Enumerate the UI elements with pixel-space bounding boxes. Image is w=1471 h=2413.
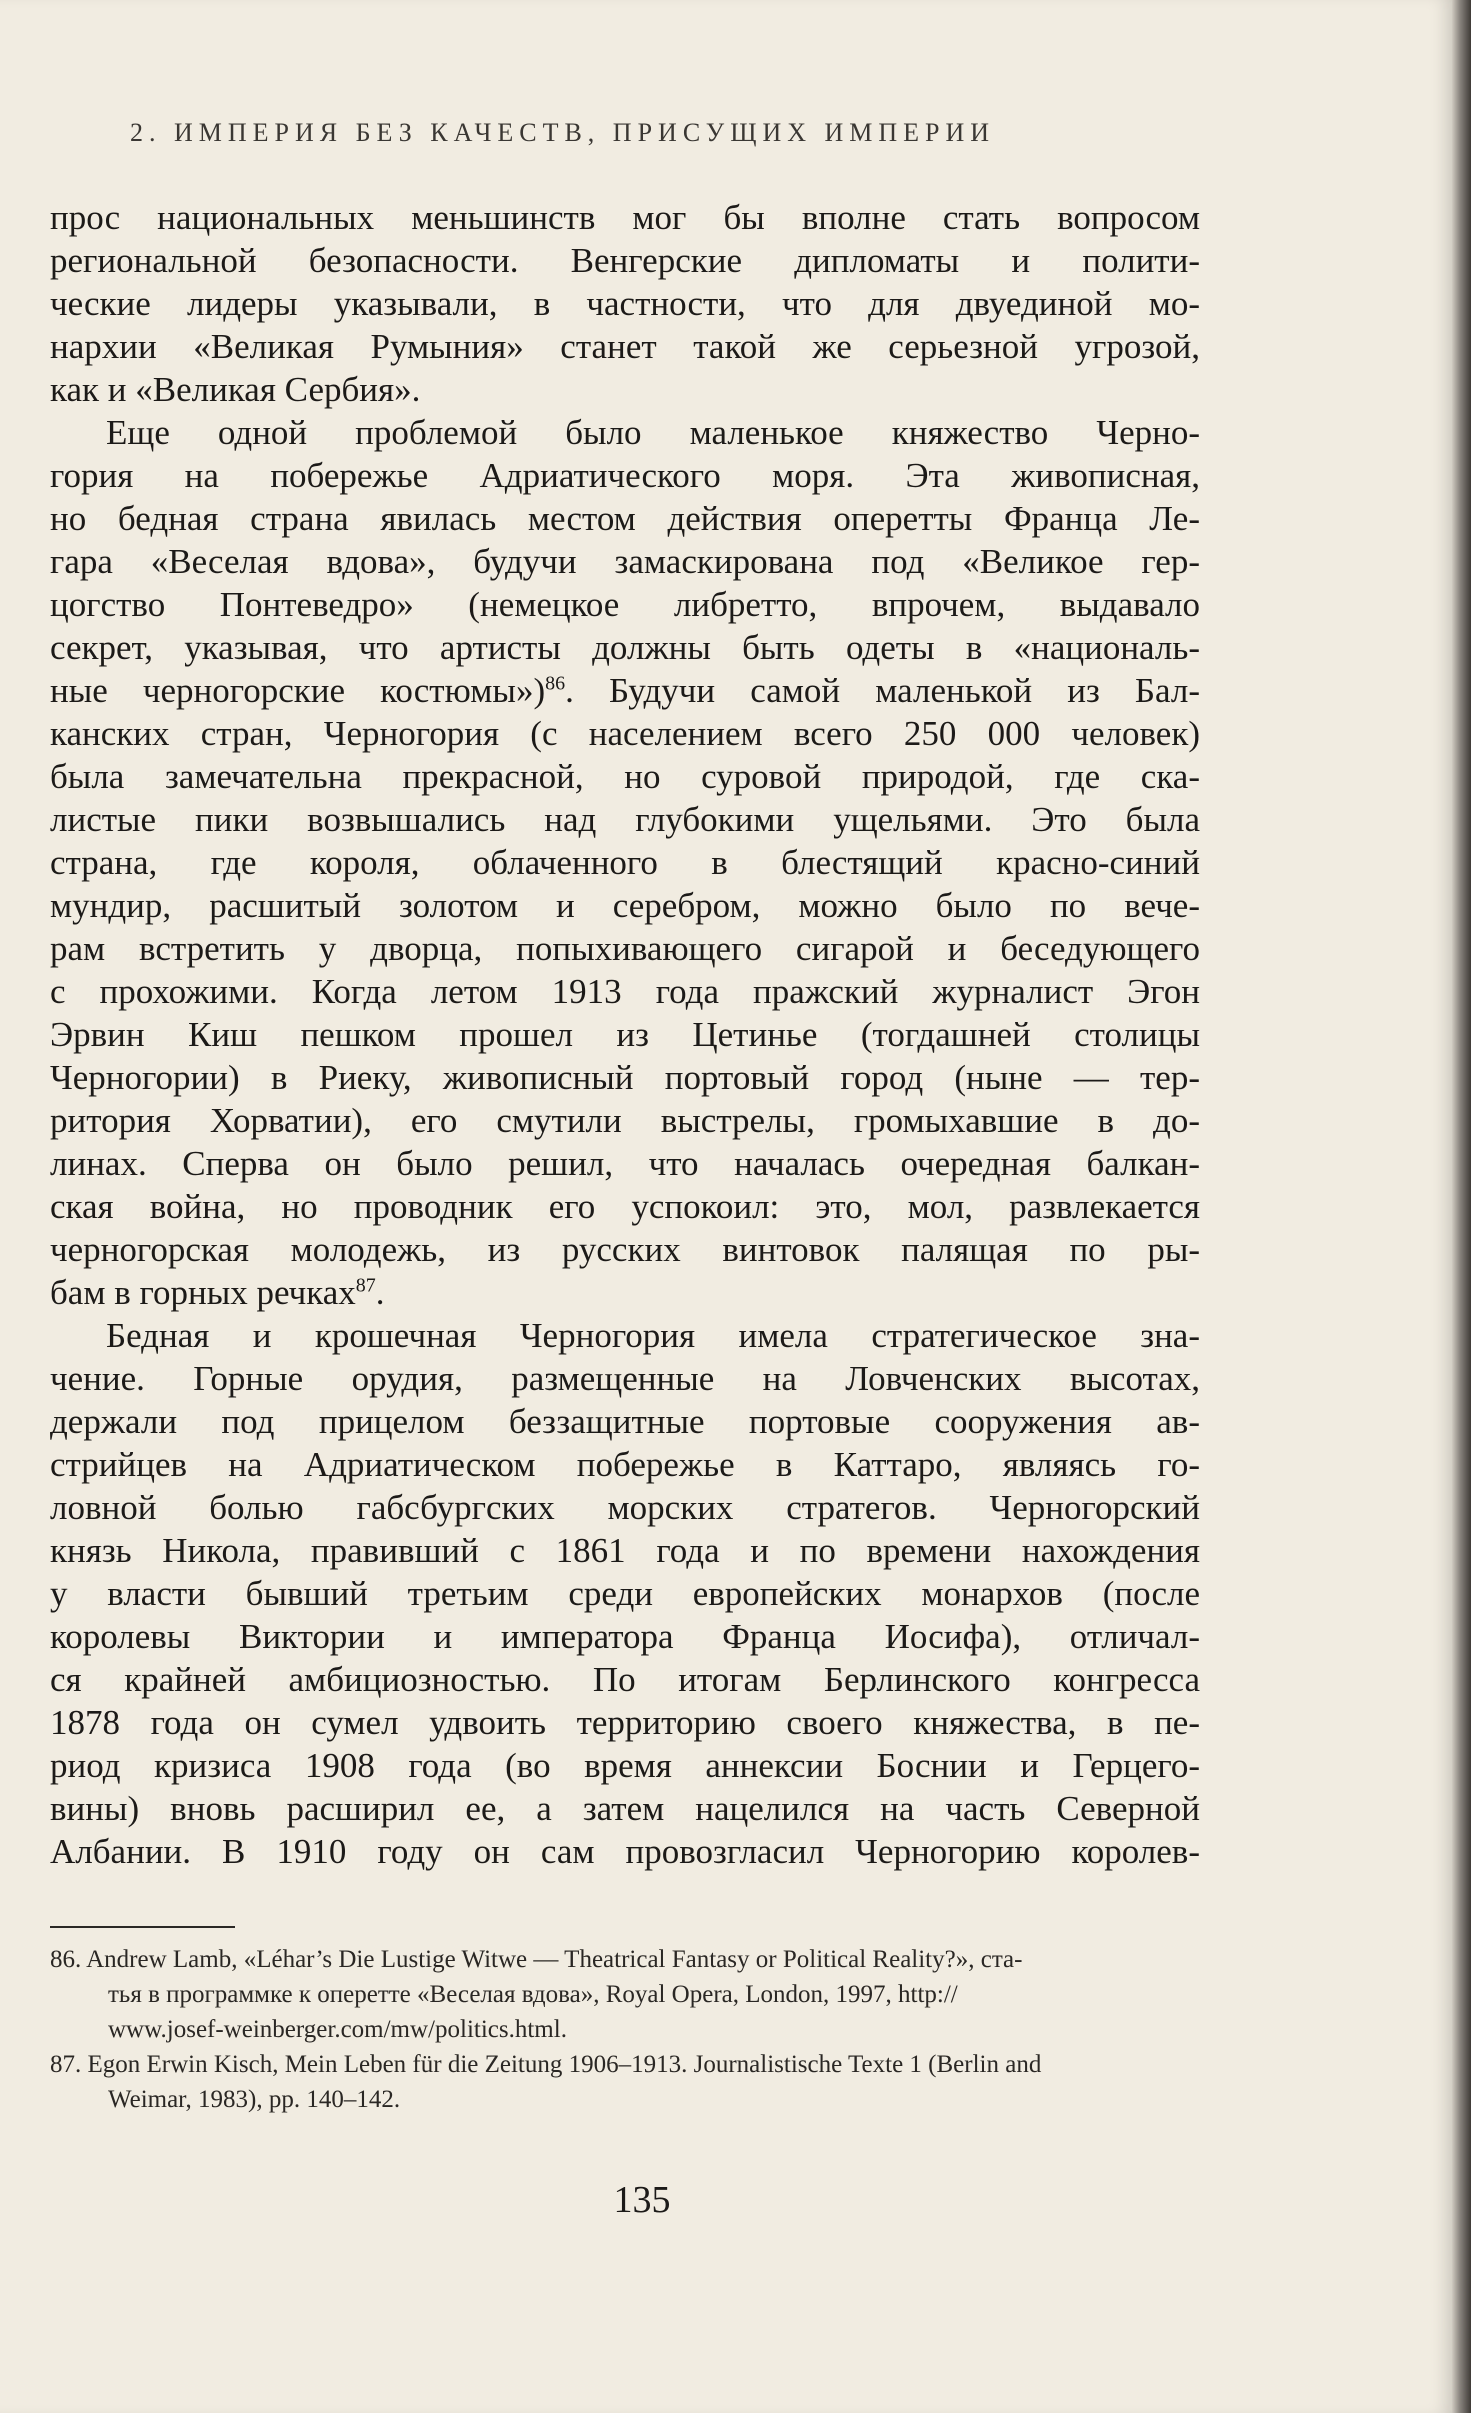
- paragraph-1: [50, 196, 1200, 411]
- footnote-number: 86.: [50, 1946, 82, 1973]
- text-line: гория на побережье Адриатического моря. Эта живописная,: [50, 456, 1200, 495]
- footnote-86: [50, 1942, 1200, 2047]
- footnotes: [50, 1942, 1200, 2117]
- text-line: князь Никола, правивший с 1861 года и по времени нахождения: [50, 1531, 1200, 1570]
- text-line: Еще одной проблемой было маленькое княжество Черно-: [106, 413, 1200, 452]
- footnote-text: Egon Erwin Kisch, Mein Leben für die Zeitung 1906–1913. Journalistische Texte 1 (Berlin and: [87, 2051, 1042, 2078]
- text-line: Эрвин Киш пешком прошел из Цетинье (тогдашней столицы: [50, 1015, 1200, 1054]
- text-line-with-footnote: [50, 1271, 1200, 1314]
- text-line: риод кризиса 1908 года (во время аннексии Боснии и Герцего-: [50, 1746, 1200, 1785]
- text-line: Бедная и крошечная Черногория имела стратегическое зна-: [106, 1316, 1200, 1355]
- footnote-text: тья в программке к оперетте «Веселая вдова», Royal Opera, London, 1997, http://: [108, 1981, 958, 2008]
- text-line: с прохожими. Когда летом 1913 года пражский журналист Эгон: [50, 972, 1200, 1011]
- text-line: ся крайней амбициозностью. По итогам Берлинского конгресса: [50, 1660, 1200, 1699]
- text-line: ловной болью габсбургских морских стратегов. Черногорский: [50, 1488, 1200, 1527]
- text-line: региональной безопасности. Венгерские дипломаты и полити-: [50, 241, 1200, 280]
- paragraph-3: [50, 1314, 1200, 1873]
- text-line: как и «Великая Сербия».: [50, 370, 421, 409]
- text-line: канских стран, Черногория (с населением всего 250 000 человек): [50, 714, 1200, 753]
- footnote-number: 87.: [50, 2051, 82, 2078]
- text-line: линах. Сперва он было решил, что началась очередная балкан-: [50, 1144, 1200, 1183]
- paragraph-2: [50, 411, 1200, 1314]
- text-line: королевы Виктории и императора Франца Иосифа), отличал-: [50, 1617, 1200, 1656]
- text-line: ческие лидеры указывали, в частности, что для двуединой мо-: [50, 284, 1200, 323]
- line-text: бам в горных речках: [50, 1273, 356, 1312]
- book-page-edge: [1452, 0, 1471, 2413]
- text-line: Черногории) в Риеку, живописный портовый город (ныне — тер-: [50, 1058, 1200, 1097]
- running-head: 2. ИМПЕРИЯ БЕЗ КАЧЕСТВ, ПРИСУЩИХ ИМПЕРИИ: [130, 118, 996, 147]
- footnote-divider: [50, 1926, 235, 1928]
- text-line: 1878 года он сумел удвоить территорию своего княжества, в пе-: [50, 1703, 1200, 1742]
- text-line: цогство Понтеведро» (немецкое либретто, впрочем, выдавало: [50, 585, 1200, 624]
- footnote-text: Andrew Lamb, «Léhar’s Die Lustige Witwe — Theatrical Fantasy or Political Reality?», ста-: [86, 1946, 1023, 1973]
- text-line: листые пики возвышались над глубокими ущельями. Это была: [50, 800, 1200, 839]
- footnote-ref-86[interactable]: 86: [545, 672, 566, 695]
- text-line: ская война, но проводник его успокоил: это, мол, развлекается: [50, 1187, 1200, 1226]
- text-line: страна, где короля, облаченного в блестящий красно-синий: [50, 843, 1200, 882]
- text-line: была замечательна прекрасной, но суровой природой, где ска-: [50, 757, 1200, 796]
- text-line: мундир, расшитый золотом и серебром, можно было по вече-: [50, 886, 1200, 925]
- text-line-with-footnote: [50, 669, 1200, 712]
- text-line: черногорская молодежь, из русских винтовок палящая по ры-: [50, 1230, 1200, 1269]
- text-line: чение. Горные орудия, размещенные на Ловченских высотах,: [50, 1359, 1200, 1398]
- text-line: прос национальных меньшинств мог бы вполне стать вопросом: [50, 198, 1200, 237]
- page-number: 135: [613, 2179, 671, 2221]
- text-line: Албании. В 1910 году он сам провозгласил Черногорию королев-: [50, 1832, 1200, 1871]
- text-line: у власти бывший третьим среди европейских монархов (после: [50, 1574, 1200, 1613]
- line-text: .: [375, 1273, 385, 1312]
- text-line: рам встретить у дворца, попыхивающего сигарой и беседующего: [50, 929, 1200, 968]
- body-text: [50, 196, 1200, 1873]
- footnote-text: Weimar, 1983), pp. 140–142.: [108, 2086, 401, 2113]
- text-line: вины) вновь расширил ее, а затем нацелился на часть Северной: [50, 1789, 1200, 1828]
- footnote-87: [50, 2047, 1200, 2117]
- text-line: но бедная страна явилась местом действия оперетты Франца Ле-: [50, 499, 1200, 538]
- text-line: ритория Хорватии), его смутили выстрелы, громыхавшие в до-: [50, 1101, 1200, 1140]
- footnote-ref-87[interactable]: 87: [355, 1274, 376, 1297]
- text-line: нархии «Великая Румыния» станет такой же серьезной угрозой,: [50, 327, 1200, 366]
- text-line: держали под прицелом беззащитные портовые сооружения ав-: [50, 1402, 1200, 1441]
- footnote-url[interactable]: www.josef-weinberger.com/mw/politics.html.: [108, 2016, 567, 2043]
- text-line: стрийцев на Адриатическом побережье в Каттаро, являясь го-: [50, 1445, 1200, 1484]
- line-text: ные черногорские костюмы»): [50, 671, 546, 710]
- line-text: . Будучи самой маленькой из Бал-: [565, 671, 1200, 710]
- text-line: секрет, указывая, что артисты должны быть одеты в «националь-: [50, 628, 1200, 667]
- text-line: гара «Веселая вдова», будучи замаскирована под «Великое гер-: [50, 542, 1200, 581]
